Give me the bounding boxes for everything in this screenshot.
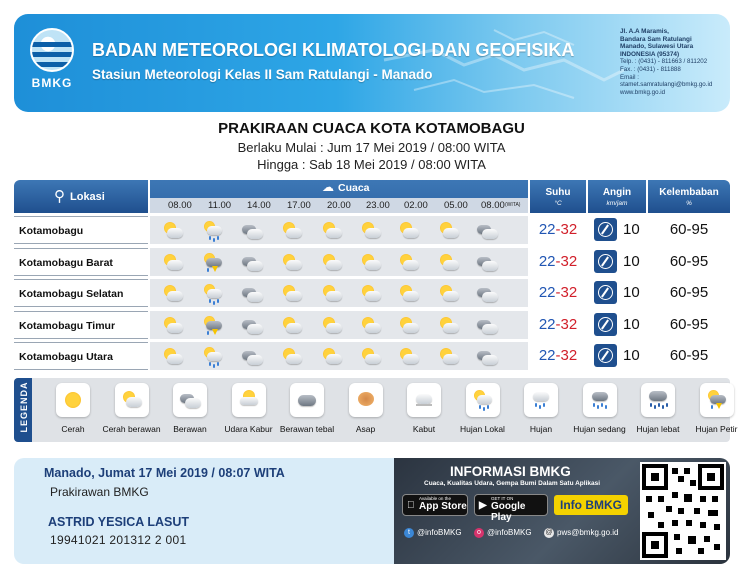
humidity-range: 60-95: [648, 342, 730, 370]
weather-icon-cerah-berawan: [438, 252, 460, 272]
cloud-shape: [167, 228, 183, 238]
instagram-handle[interactable]: o @infoBMKG: [474, 528, 532, 538]
cloud-shape: [416, 394, 432, 404]
weather-icon-hujan-lokal: [202, 283, 224, 303]
forecaster-nip: 19941021 201312 2 001: [50, 533, 187, 547]
weather-icon-berawan: [476, 252, 498, 272]
weather-cells: [150, 342, 528, 370]
cloud-shape: [403, 228, 419, 238]
rain-drop: [217, 362, 219, 366]
weather-icon-berawan: [241, 252, 263, 272]
weather-icon-cerah-berawan: [438, 283, 460, 303]
rain-drop: [487, 405, 489, 409]
legend-cerah-icon: [56, 383, 90, 417]
weather-icon-cerah-berawan: [398, 315, 420, 335]
rain-drop: [207, 331, 209, 335]
wind-cell: 10: [588, 216, 646, 244]
cloud-shape: [482, 292, 498, 302]
cloud-shape: [443, 354, 459, 364]
rain-drop: [662, 405, 664, 409]
rain-drop: [483, 407, 485, 411]
temperature-range: 22-32: [530, 279, 586, 307]
time-slot: 14.00: [247, 200, 271, 211]
header-suhu: Suhu °C: [530, 180, 586, 213]
location-name: Kotamobagu: [14, 216, 148, 244]
legend-tag: LEGENDA: [14, 378, 32, 442]
weather-icon-berawan: [476, 315, 498, 335]
rain-drop: [209, 236, 211, 240]
rain-drop: [209, 362, 211, 366]
cloud-shape: [365, 354, 381, 364]
weather-icon-cerah-berawan: [281, 220, 303, 240]
time-slot: 23.00: [366, 200, 390, 211]
table-row: [14, 216, 730, 244]
rain-drop: [654, 405, 656, 409]
rain-drop: [711, 405, 713, 409]
valid-until: Hingga : Sab 18 Mei 2019 / 08:00 WITA: [257, 157, 486, 172]
cloud-shape: [533, 392, 549, 401]
sun-shape: [65, 392, 81, 408]
weather-icon-cerah-berawan: [321, 283, 343, 303]
twitter-icon: t: [404, 528, 414, 538]
legend-label: Kabut: [412, 424, 436, 434]
location-name: Kotamobagu Utara: [14, 342, 148, 370]
rain-drop: [666, 403, 668, 407]
table-row: [14, 248, 730, 276]
rain-drop: [543, 403, 545, 407]
weather-icon-cerah-berawan: [398, 220, 420, 240]
rain-drop: [597, 405, 599, 409]
cloud-shape: [482, 229, 498, 239]
weather-icon-cerah-berawan: [162, 283, 184, 303]
time-slot: 08.00: [481, 200, 505, 211]
weather-icon-cerah-berawan: [398, 283, 420, 303]
time-slot: 11.00: [208, 200, 232, 211]
cloud-shape: [167, 323, 183, 333]
cloud-shape: [207, 226, 222, 235]
cloud-shape: [207, 289, 222, 298]
cloud-shape: [247, 261, 263, 271]
weather-icon-hujan-lokal: [202, 220, 224, 240]
rain-drop: [209, 299, 211, 303]
cloud-shape: [365, 291, 381, 301]
legend-item: [684, 381, 743, 441]
weather-icon-cerah-berawan: [398, 346, 420, 366]
cloud-shape: [326, 354, 342, 364]
wind-direction-icon: [594, 250, 617, 273]
cloud-shape: [247, 292, 263, 302]
cloud-shape: [326, 323, 342, 333]
weather-icon-cerah-berawan: [162, 220, 184, 240]
wind-cell: 10: [588, 311, 646, 339]
smoke-shape: [358, 392, 374, 406]
table-row: [14, 279, 730, 307]
map-background: [374, 20, 634, 106]
weather-icon-cerah-berawan: [398, 252, 420, 272]
weather-icon-cerah-berawan: [281, 252, 303, 272]
agency-title: BADAN METEOROLOGI KLIMATOLOGI DAN GEOFISIKA: [92, 40, 575, 60]
weather-icon-cerah-berawan: [321, 315, 343, 335]
temperature-range: 22-32: [530, 342, 586, 370]
forecaster-role: Prakirawan BMKG: [50, 485, 149, 499]
cloud-shape: [326, 291, 342, 301]
weather-icon-cerah-berawan: [162, 252, 184, 272]
legend-panel: [14, 378, 738, 442]
humidity-range: 60-95: [648, 279, 730, 307]
rain-drop: [650, 403, 652, 407]
rain-drop: [217, 299, 219, 303]
weather-icon-berawan: [241, 315, 263, 335]
info-subtitle: Cuaca, Kualitas Udara, Gempa Bumi Dalam Satu Aplikasi: [424, 480, 601, 487]
rain-drop: [207, 268, 209, 272]
rain-drop: [535, 403, 537, 407]
location-name: Kotamobagu Selatan: [14, 279, 148, 307]
rain-drop: [539, 405, 541, 409]
legend-label: Berawan: [173, 424, 207, 434]
station-subtitle: Stasiun Meteorologi Kelas II Sam Ratulangi - Manado: [92, 67, 433, 82]
legend-label: Asap: [355, 424, 376, 434]
weather-icon-cerah-berawan: [360, 252, 382, 272]
wind-cell: 10: [588, 342, 646, 370]
wind-direction-icon: [594, 344, 617, 367]
legend-berawan-icon: [173, 383, 207, 417]
weather-icon-cerah-berawan: [321, 252, 343, 272]
legend-label: Hujan: [529, 424, 553, 434]
rain-drop: [605, 405, 607, 409]
cloud-shape: [482, 355, 498, 365]
legend-kabut-icon: [407, 383, 441, 417]
weather-cells: [150, 311, 528, 339]
wind-direction-icon: [594, 218, 617, 241]
time-slot: 02.00: [404, 200, 428, 211]
weather-icon-berawan: [241, 346, 263, 366]
header-angin: Angin km/jam: [588, 180, 646, 213]
info-title: INFORMASI BMKG: [450, 464, 571, 479]
humidity-range: 60-95: [648, 248, 730, 276]
forecast-title: PRAKIRAAN CUACA KOTA KOTAMOBAGU: [218, 120, 525, 137]
info-bmkg-app-label: Info BMKG: [554, 495, 628, 515]
location-name: Kotamobagu Timur: [14, 311, 148, 339]
wind-direction-icon: [594, 281, 617, 304]
cloud-shape: [443, 228, 459, 238]
legend-udara-kabur-icon: [232, 383, 266, 417]
weather-icon-cerah-berawan: [321, 220, 343, 240]
legend-berawan-tebal-icon: [290, 383, 324, 417]
weather-cells: [150, 248, 528, 276]
cloud-shape: [649, 391, 667, 401]
weather-icon-cerah-berawan: [438, 346, 460, 366]
cloud-shape: [365, 323, 381, 333]
cloud-shape: [286, 323, 302, 333]
rain-drop: [479, 405, 481, 409]
cloud-shape: [247, 324, 263, 334]
forecaster-panel: [14, 458, 394, 564]
rain-drop: [593, 403, 595, 407]
weather-icon-berawan: [476, 220, 498, 240]
app-store-badge[interactable]: Available on the App Store: [402, 494, 468, 516]
weather-icon-cerah-berawan: [162, 315, 184, 335]
legend-label: Udara Kabur: [224, 424, 273, 434]
email-contact[interactable]: @ pws@bmkg.go.id: [545, 528, 619, 538]
fog-lines: [416, 404, 432, 406]
email-icon: @: [545, 529, 553, 536]
weather-cells: [150, 216, 528, 244]
temperature-range: 22-32: [530, 216, 586, 244]
weather-icon-cerah-berawan: [281, 315, 303, 335]
cloud-shape: [482, 324, 498, 334]
legend-label: Cerah berawan: [102, 424, 161, 434]
cloud-shape: [403, 260, 419, 270]
rain-drop: [217, 236, 219, 240]
rain-drop: [658, 403, 660, 407]
weather-icon-cerah-berawan: [281, 346, 303, 366]
wind-direction-icon: [594, 313, 617, 336]
cloud-shape: [477, 395, 492, 404]
weather-icon-hujan-petir: [202, 315, 224, 335]
weather-icon-berawan: [476, 346, 498, 366]
play-icon: ▶: [479, 500, 487, 511]
weather-icon-hujan-petir: [202, 252, 224, 272]
cloud-shape: [286, 354, 302, 364]
legend-hujan-icon: [524, 383, 558, 417]
weather-icon-cerah-berawan: [162, 346, 184, 366]
legend-asap-icon: [349, 383, 383, 417]
humidity-range: 60-95: [648, 311, 730, 339]
weather-icon-hujan-lokal: [202, 346, 224, 366]
cloud-shape: [443, 260, 459, 270]
valid-from: Berlaku Mulai : Jum 17 Mei 2019 / 08:00 WITA: [237, 140, 506, 155]
issued-datetime: Manado, Jumat 17 Mei 2019 / 08:07 WITA: [44, 466, 285, 480]
time-zone-label: (WITA): [505, 202, 521, 208]
rain-drop: [213, 301, 215, 305]
weather-header-icon: ☁: [322, 180, 334, 194]
header-banner: [14, 14, 730, 112]
cloud-shape: [185, 398, 201, 408]
info-bmkg-panel: [394, 458, 730, 564]
station-address: Jl. A.A Maramis, Bandara Sam Ratulangi Manado, Sulawesi Utara INDONESIA (95374) Telp. : (0431) - 811663 / 811202 Fax. : (0431) - 811888 Email : stamet.samratulangi@bmkg.go.id www.bmkg.go.id: [620, 28, 713, 96]
weather-icon-berawan: [241, 283, 263, 303]
wind-cell: 10: [588, 248, 646, 276]
weather-icon-cerah-berawan: [360, 220, 382, 240]
cloud-shape: [365, 260, 381, 270]
qr-code: [640, 462, 726, 560]
twitter-handle[interactable]: t @infoBMKG: [404, 528, 462, 538]
cloud-shape: [403, 323, 419, 333]
bmkg-logo: [24, 28, 80, 98]
temperature-range: 22-32: [530, 248, 586, 276]
cloud-shape: [403, 291, 419, 301]
weather-icon-cerah-berawan: [321, 346, 343, 366]
wind-cell: 10: [588, 279, 646, 307]
cloud-shape: [286, 291, 302, 301]
cloud-shape: [286, 260, 302, 270]
header-lokasi: ⚲ Lokasi: [14, 180, 148, 213]
legend-label: Cerah: [61, 424, 85, 434]
temperature-range: 22-32: [530, 311, 586, 339]
lightning-shape: [716, 403, 722, 409]
legend-label: Hujan sedang: [573, 424, 626, 434]
legend-label: Berawan tebal: [279, 424, 335, 434]
cloud-shape: [247, 229, 263, 239]
cloud-shape: [298, 395, 316, 406]
cloud-shape: [326, 228, 342, 238]
forecaster-name: ASTRID YESICA LASUT: [48, 515, 189, 529]
time-slots: [150, 198, 528, 213]
time-slot: 05.00: [444, 200, 468, 211]
weather-icon-cerah-berawan: [438, 220, 460, 240]
cloud-shape: [167, 354, 183, 364]
weather-icon-cerah-berawan: [281, 283, 303, 303]
humidity-range: 60-95: [648, 216, 730, 244]
cloud-shape: [326, 260, 342, 270]
legend-label: Hujan Lokal: [460, 424, 505, 434]
cloud-shape: [286, 228, 302, 238]
location-name: Kotamobagu Barat: [14, 248, 148, 276]
cloud-shape: [167, 260, 183, 270]
legend-hujan-petir-icon: [700, 383, 734, 417]
instagram-icon: o: [474, 528, 484, 538]
google-play-badge[interactable]: ▶ GET IT ON Google Play: [474, 494, 548, 516]
cloud-shape: [126, 397, 142, 407]
cloud-shape: [240, 397, 258, 405]
weather-icon-berawan: [241, 220, 263, 240]
cloud-shape: [247, 355, 263, 365]
cloud-shape: [403, 354, 419, 364]
location-pin-icon: ⚲: [54, 188, 65, 205]
cloud-shape: [443, 291, 459, 301]
weather-icon-cerah-berawan: [360, 283, 382, 303]
header-cuaca: ☁ Cuaca 08.00 11.00 14.00 17.00 20.00 23.00 02.00 05.00 08.00 (WITA): [150, 180, 528, 213]
rain-drop: [213, 238, 215, 242]
legend-hujan-lebat-icon: [641, 383, 675, 417]
lightning-shape: [212, 329, 218, 335]
cloud-shape: [443, 323, 459, 333]
cloud-shape: [365, 228, 381, 238]
header-kelembaban: Kelembaban %: [648, 180, 730, 213]
legend-hujan-lokal-icon: [466, 383, 500, 417]
legend-label: Hujan lebat: [636, 424, 680, 434]
weather-icon-cerah-berawan: [360, 315, 382, 335]
cloud-shape: [592, 392, 608, 401]
rain-drop: [213, 364, 215, 368]
table-row: [14, 342, 730, 370]
cloud-shape: [167, 291, 183, 301]
legend-cerah-berawan-icon: [115, 383, 149, 417]
legend-label: Hujan Petir: [695, 424, 738, 434]
table-row: [14, 311, 730, 339]
lightning-shape: [212, 266, 218, 272]
time-slot: 08.00: [168, 200, 192, 211]
logo-text: BMKG: [31, 76, 73, 90]
legend-hujan-sedang-icon: [583, 383, 617, 417]
apple-icon: [407, 500, 415, 511]
time-slot: 17.00: [287, 200, 311, 211]
weather-icon-cerah-berawan: [360, 346, 382, 366]
weather-icon-cerah-berawan: [438, 315, 460, 335]
cloud-shape: [207, 352, 222, 361]
weather-icon-berawan: [476, 283, 498, 303]
cloud-shape: [482, 261, 498, 271]
weather-cells: [150, 279, 528, 307]
time-slot: 20.00: [327, 200, 351, 211]
rain-drop: [601, 403, 603, 407]
